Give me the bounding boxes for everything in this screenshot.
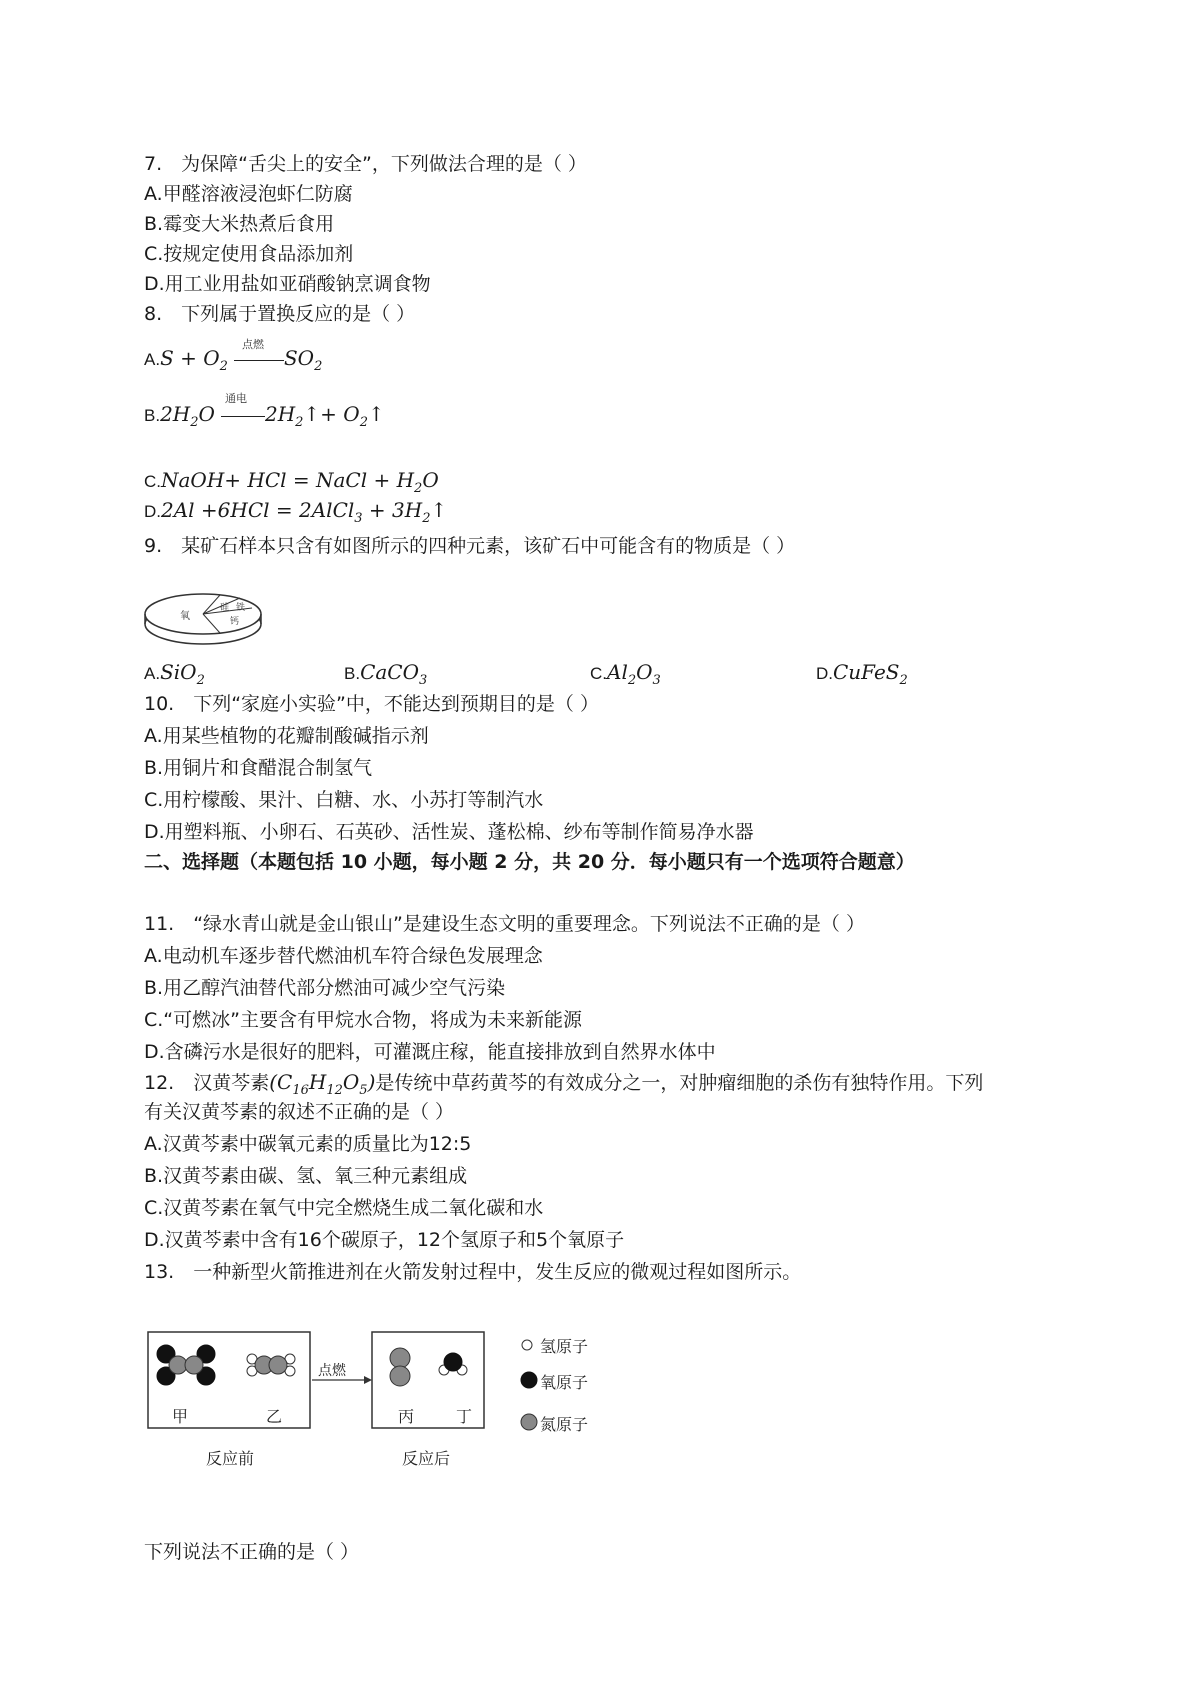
label-ding: 丁 [456,1407,473,1426]
q8-stem: 8. 下列属于置换反应的是（ ） [144,303,416,325]
q9-option-d: D.CuFeS$_2$ [816,660,908,688]
q12-stem: 12. 汉黄芩素$(C_{16}H_{12}O_5)$是传统中草药黄芩的有效成分之一，对肿瘤细胞的杀伤有独特作用。下列 [144,1070,984,1098]
q8-option-c: C.NaOH+ HCl = NaCl + $H_2O$ [144,468,439,496]
q9-option-b: B.CaCO$_3$ [344,660,428,688]
legend-hydrogen-label: 氢原子 [540,1337,589,1356]
q8-option-a-label: A. [144,350,161,369]
q9-option-c: $C.Al_2O_3$ [590,660,661,688]
q11-option-a: A.电动机车逐步替代燃油机车符合绿色发展理念 [144,945,543,967]
section-heading: 二、选择题（本题包括 10 小题，每小题 2 分，共 20 分．每小题只有一个选项符合题意） [144,851,915,873]
q11-option-b: B.用乙醇汽油替代部分燃油可减少空气污染 [144,977,506,999]
q7-option-b: B.霉变大米热煮后食用 [144,213,335,235]
q10-option-c: C.用柠檬酸、果汁、白糖、水、小苏打等制汽水 [144,789,544,811]
q8-option-b-label: B. [144,406,161,425]
q8-a-right: SO [283,346,315,370]
legend-nitrogen-icon [521,1414,537,1430]
q8-a-arrow [234,338,284,361]
label-yi: 乙 [266,1407,283,1426]
q13-reaction-diagram [146,1330,846,1480]
q10-option-d: D.用塑料瓶、小卵石、石英砂、活性炭、蓬松棉、纱布等制作简易净水器 [144,821,754,843]
q12-option-b: B.汉黄芩素由碳、氢、氧三种元素组成 [144,1165,468,1187]
q8-b-condition: 通电 [224,392,247,405]
q12-formula: $(C_{16}H_{12}O_5)$ [269,1070,376,1098]
q8-option-d: D.2Al +6HCl = 2AlCl$_3$ + $3H_2↑$ [144,498,448,526]
q10-stem: 10. 下列“家庭小实验”中，不能达到预期目的是（ ） [144,693,599,715]
legend-nitrogen-label: 氮原子 [540,1415,589,1434]
q9-option-a: A.SiO$_2$ [144,660,205,688]
legend-hydrogen-icon [522,1340,532,1350]
q8-a-left: S + O [160,346,220,370]
pie-label-iron: 铁 [236,603,246,613]
reaction-condition: 点燃 [318,1363,346,1379]
q11-option-d: D.含磷污水是很好的肥料，可灌溉庄稼，能直接排放到自然界水体中 [144,1041,716,1063]
label-bing: 丙 [398,1407,415,1426]
q13-stem: 13. 一种新型火箭推进剂在火箭发射过程中，发生反应的微观过程如图所示。 [144,1261,802,1283]
q7-option-a: A.甲醛溶液浸泡虾仁防腐 [144,183,353,205]
pie-label-silicon: 硅 [220,603,230,613]
q12-option-d: D.汉黄芩素中含有16个碳原子，12个氢原子和5个氧原子 [144,1229,625,1251]
q11-option-c: C.“可燃冰”主要含有甲烷水合物，将成为未来新能源 [144,1009,582,1031]
q8-option-a: $A.S + O_2$ 点燃 $SO_2$ [144,338,323,374]
pie-label-oxygen: 氧 [180,611,190,622]
q12-option-a: A.汉黄芩素中碳氧元素的质量比为12:5 [144,1133,472,1155]
q7-option-c: C.按规定使用食品添加剂 [144,243,354,265]
q11-stem: 11. “绿水青山就是金山银山”是建设生态文明的重要理念。下列说法不正确的是（ ） [144,913,865,935]
q9-stem: 9. 某矿石样本只含有如图所示的四种元素，该矿石中可能含有的物质是（ ） [144,535,796,557]
q7-stem: 7. 为保障“舌尖上的安全”，下列做法合理的是（ ） [144,153,587,175]
q7-option-d: D.用工业用盐如亚硝酸钠烹调食物 [144,273,431,295]
q8-a-condition: 点燃 [241,338,264,351]
caption-after: 反应后 [402,1449,451,1468]
q10-option-b: B.用铜片和食醋混合制氢气 [144,757,373,779]
pie-label-calcium: 钙 [230,617,240,627]
q8-option-b: $B.2H_2O$ 通电 $2H_2↑+$ $O_2↑$ [144,392,385,430]
q12-option-c: C.汉黄芩素在氧气中完全燃烧生成二氧化碳和水 [144,1197,544,1219]
q12-stem-line2: 有关汉黄芩素的叙述不正确的是（ ） [144,1101,455,1123]
q10-option-a: A.用某些植物的花瓣制酸碱指示剂 [144,725,429,747]
label-jia: 甲 [172,1407,189,1426]
q13-question: 下列说法不正确的是（ ） [144,1541,360,1563]
caption-before: 反应前 [206,1449,255,1468]
legend-oxygen-label: 氧原子 [540,1373,589,1392]
mineral-pie-chart [140,588,270,648]
q8-b-arrow [221,392,265,417]
legend-oxygen-icon [521,1372,537,1388]
